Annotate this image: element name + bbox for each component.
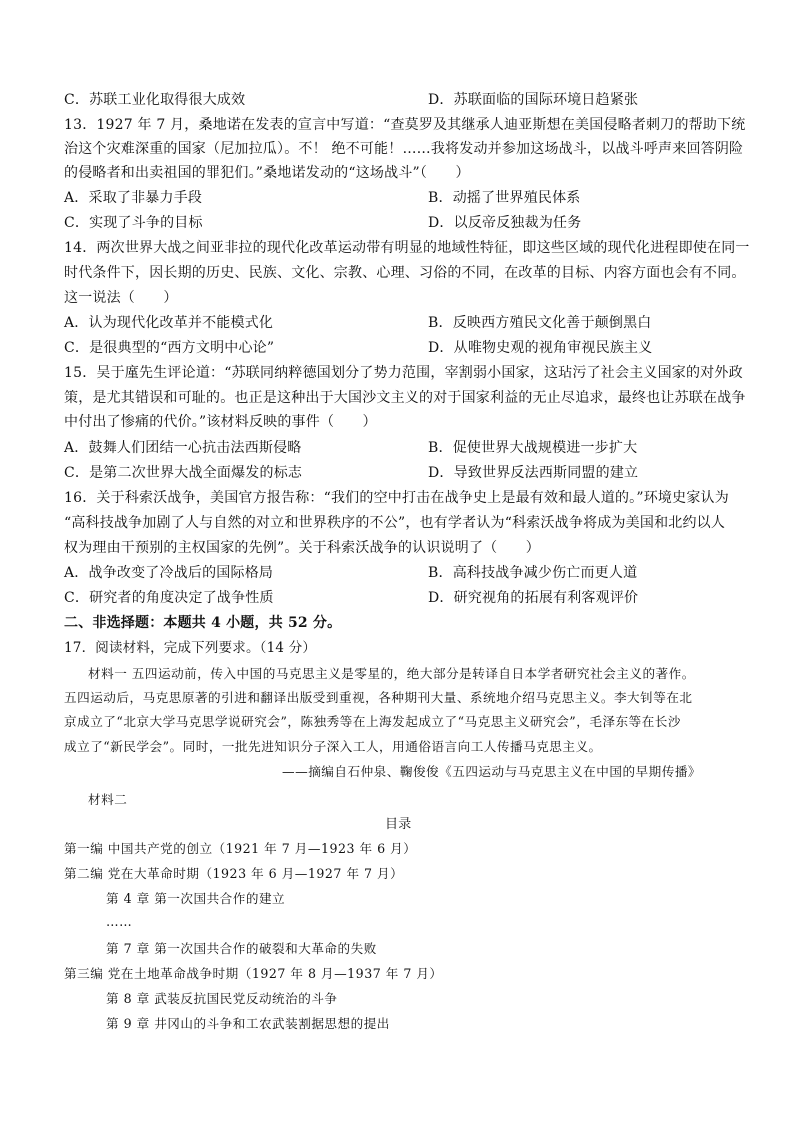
q16-stem-line2: “高科技战争加剧了人与自然的对立和世界秩序的不公”，也有学者认为“科索沃战争将成为美国和北约以人 [64,515,726,531]
toc-chapter8: 第 8 章 武装反抗国民党反动统治的斗争 [106,991,338,1006]
q16-option-c: C．研究者的角度决定了战争性质 [64,590,274,606]
material2-label: 材料二 [88,792,128,807]
toc-title: 目录 [385,817,412,832]
q16-stem-line1: 16．关于科索沃战争，美国官方报告称：“我们的空中打击在战争史上是最有效和最人道的。”环境史家认为 [64,490,729,506]
toc-chapter4: 第 4 章 第一次国共合作的建立 [106,891,286,906]
q15-option-d: D．导致世界反法西斯同盟的建立 [428,465,639,481]
toc-chapter7: 第 7 章 第一次国共合作的破裂和大革命的失败 [106,941,377,956]
toc-chapter9: 第 9 章 井冈山的斗争和工农武装割据思想的提出 [106,1016,390,1031]
q13-stem-line2: 治这个灾难深重的国家（尼加拉瓜）。不！ 绝不可能！……我将发动并参加这场战斗，以战斗呼声来回答阴险 [64,141,744,157]
q13-stem-line1: 13．1927 年 7 月，桑地诺在发表的宣言中写道：“查莫罗及其继承人迪亚斯想在美国侵略者刺刀的帮助下统 [64,117,746,133]
q13-option-d: D．以反帝反独裁为任务 [428,215,582,231]
q14-option-a: A．认为现代化改革并不能模式化 [64,315,274,331]
material1-line4: 成立了“新民学会”。同时，一批先进知识分子深入工人，用通俗语言向工人传播马克思主义。 [64,739,602,754]
q13-stem-line3: 的侵略者和出卖祖国的罪犯们。”桑地诺发动的“这场战斗”（ ） [64,165,470,181]
q12-option-d: D．苏联面临的国际环境日趋紧张 [428,92,639,108]
q15-option-c: C．是第二次世界大战全面爆发的标志 [64,465,303,481]
q16-option-a: A．战争改变了冷战后的国际格局 [64,565,274,581]
q14-option-c: C．是很典型的“西方文明中心论” [64,340,275,356]
toc-part1: 第一编 中国共产党的创立（1921 年 7 月—1923 年 6 月） [64,841,417,856]
material1-source: ——摘编自石仲泉、鞠俊俊《五四运动与马克思主义在中国的早期传播》 [282,764,701,779]
toc-part2: 第二编 党在大革命时期（1923 年 6 月—1927 年 7 月） [64,866,404,881]
q16-option-b: B．高科技战争减少伤亡而更人道 [428,565,638,581]
q15-stem-line2: 策，是尤其错误和可耻的。也正是这种出于大国沙文主义的对于国家利益的无止尽追求，最终也让苏联在战争 [64,390,746,406]
section-heading: 二、非选择题：本题共 4 小题，共 52 分。 [64,615,342,631]
q17-intro: 17．阅读材料，完成下列要求。（14 分） [64,640,317,656]
q13-option-c: C．实现了斗争的目标 [64,215,203,231]
q14-option-b: B．反映西方殖民文化善于颠倒黑白 [428,315,652,331]
material1-line2: 五四运动后，马克思原著的引进和翻译出版受到重视，各种期刊大量、系统地介绍马克思主义。李大钊等在北 [64,690,693,705]
q15-stem-line3: 中付出了惨痛的代价。”该材料反映的事件（ ） [64,414,377,430]
q14-stem-line3: 这一说法（ ） [64,290,178,306]
toc-ellipsis: …… [106,914,133,929]
q13-option-b: B．动摇了世界殖民体系 [428,190,581,206]
q14-stem-line2: 时代条件下，因长期的历史、民族、文化、宗教、心理、习俗的不同，在改革的目标、内容方面也会有不同。 [64,265,746,281]
q14-option-d: D．从唯物史观的视角审视民族主义 [428,340,653,356]
q15-option-b: B．促使世界大战规模进一步扩大 [428,440,638,456]
material1-line1: 材料一 五四运动前，传入中国的马克思主义是零星的，绝大部分是转译自日本学者研究社会主义的著作。 [88,666,695,681]
q15-option-a: A．鼓舞人们团结一心抗击法西斯侵略 [64,440,302,456]
q12-option-c: C．苏联工业化取得很大成效 [64,92,246,108]
q13-option-a: A．采取了非暴力手段 [64,190,203,206]
toc-part3: 第三编 党在土地革命战争时期（1927 年 8 月—1937 年 7 月） [64,966,443,981]
material1-line3: 京成立了“北京大学马克思学说研究会”，陈独秀等在上海发起成立了“马克思主义研究会”，毛泽东等在长沙 [64,714,681,729]
q15-stem-line1: 15．吴于廑先生评论道：“苏联同纳粹德国划分了势力范围，宰割弱小国家，这玷污了社会主义国家的对外政 [64,365,743,381]
q14-stem-line1: 14．两次世界大战之间亚非拉的现代化改革运动带有明显的地域性特征，即这些区域的现代化进程即使在同一 [64,240,750,256]
q16-stem-line3: 权为理由干预别的主权国家的先例”。关于科索沃战争的认识说明了（ ） [64,540,540,556]
q16-option-d: D．研究视角的拓展有利客观评价 [428,590,639,606]
